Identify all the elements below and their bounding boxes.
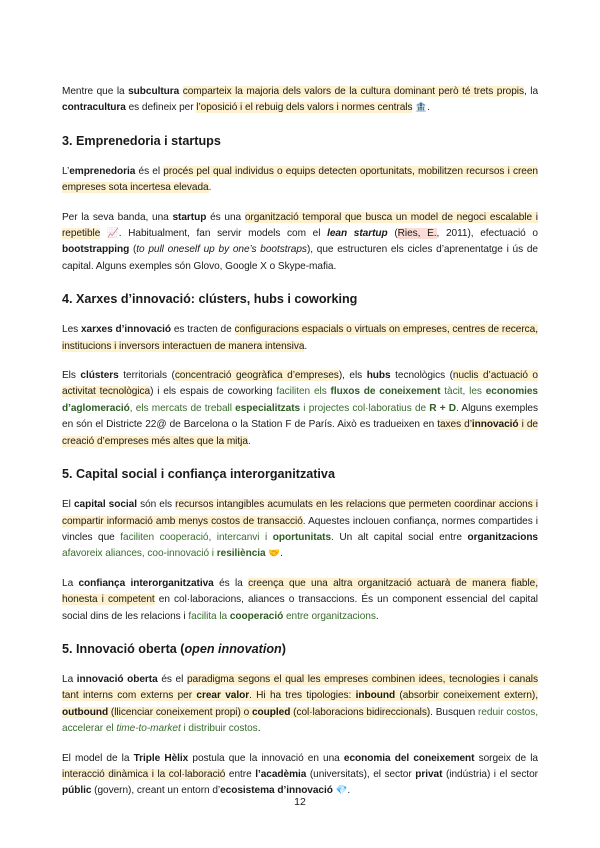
text: La <box>62 577 79 589</box>
term-crear-valor: crear valor <box>196 690 250 702</box>
text: entre <box>225 768 256 780</box>
highlight-definition: organització temporal que busca un model de negoci escalable i repetible <box>62 211 538 240</box>
highlight-definition: comparteix la majoria dels valors de la cultura dominant però té trets propis <box>182 86 524 97</box>
text: . Habitualment, fan servir models com el <box>118 228 328 240</box>
heading-italic: open innovation <box>184 641 282 656</box>
text: , 2011), efectuació o <box>436 228 538 240</box>
text: es tracten de <box>171 324 235 336</box>
paragraph-confianca <box>62 576 538 625</box>
text: Les <box>62 324 81 336</box>
term-confianca: confiança interorganitzativa <box>78 577 214 589</box>
text: . <box>280 548 283 560</box>
term-coupled: coupled <box>251 706 291 718</box>
text: . <box>427 102 430 114</box>
text: postula que la innovació en una <box>188 752 344 764</box>
term-inbound: inbound <box>355 690 396 702</box>
term-contracultura: contracultura <box>62 102 126 114</box>
text: . <box>347 785 351 797</box>
green-text: tàcit <box>440 386 463 398</box>
green-text: , els mercats de treball <box>129 402 236 414</box>
text: La <box>62 673 77 685</box>
highlight-definition: recursos intangibles acumulats en les relacions que permeten coordinar accions i compartir informació amb menys costos de transacció <box>62 499 539 527</box>
text: , la <box>523 86 539 97</box>
term-fluxos: fluxos de coneixement <box>330 386 441 398</box>
text: ( <box>387 228 398 240</box>
highlight-definition: concentració geogràfica d’empreses <box>174 370 339 382</box>
highlight-definition: nuclis d’actuació o activitat tecnològica <box>62 370 538 398</box>
text: Per la seva banda, una <box>62 211 173 223</box>
text: . Busquen <box>430 706 479 718</box>
section-heading-5a: 5. Capital social i confiança interorganitzativa <box>62 467 335 482</box>
text: . <box>304 340 308 352</box>
text: és el <box>135 165 164 177</box>
green-text: faciliten els <box>276 386 331 398</box>
paragraph-capital-social <box>62 497 538 563</box>
page-number: 12 <box>294 796 306 808</box>
text: és una <box>206 211 245 223</box>
term-oportunitats: oportunitats <box>272 531 332 543</box>
term-innovacio-oberta: innovació oberta <box>76 673 158 685</box>
term-clusters: clústers <box>80 370 119 382</box>
text: . <box>208 182 212 194</box>
term-hubs: hubs <box>366 370 391 382</box>
highlight-definition: (absorbir coneixement extern), <box>395 690 538 702</box>
text: . <box>257 723 261 735</box>
green-text: afavoreix aliances, coo-innovació i <box>62 548 217 560</box>
text: (indústria) i el sector <box>442 768 538 780</box>
text: El <box>62 499 74 511</box>
paragraph-xarxes <box>62 322 538 355</box>
text: (universitats), el sector <box>306 768 416 780</box>
highlight-definition: interacció dinàmica i la col·laboració <box>62 768 226 780</box>
text: és la <box>213 577 249 589</box>
text: Mentre que la <box>62 86 129 97</box>
green-text: facilita la <box>188 610 230 622</box>
text: es defineix per <box>125 102 197 114</box>
green-text: reduir costos, accelerar el <box>62 706 538 735</box>
term-organitzacions: organitzacions <box>467 531 538 543</box>
section-heading-3: 3. Emprenedoria i startups <box>62 133 221 148</box>
term-economies: economies d’aglomeració <box>62 386 538 414</box>
paragraph-emprenedoria <box>62 164 538 197</box>
text: El model de la <box>62 752 134 764</box>
green-text: entre organitzacions <box>283 610 376 622</box>
chart-icon: 📈 <box>106 228 119 240</box>
highlight-definition: taxes d’ <box>437 419 472 431</box>
paragraph-subcultura <box>62 84 538 117</box>
diamond-icon: 💎 <box>335 785 348 797</box>
text: . <box>247 435 251 447</box>
term-subcultura: subcultura <box>128 86 180 97</box>
term-resiliencia: resiliència <box>216 548 266 560</box>
italic-phrase: to pull oneself up by one’s bootstraps <box>136 244 307 256</box>
text: és el <box>157 673 187 685</box>
text: territorials ( <box>118 370 175 382</box>
text: . <box>375 610 379 622</box>
text: . Alguns exemples en són el Districte 22@ de Barcelona o la Station F de París. Això es tradueixen en <box>62 402 538 431</box>
term-cooperacio: cooperació <box>229 610 284 622</box>
citation-highlight: Ries, E. <box>397 228 437 240</box>
section-heading-5b <box>62 641 538 657</box>
term-academia: l’acadèmia <box>255 768 307 780</box>
term-outbound: outbound <box>62 706 109 718</box>
text: Els <box>62 370 81 382</box>
term-economia-coneixement: economia del coneixement <box>343 752 475 764</box>
term-triple-helix: Triple Hèlix <box>133 752 189 764</box>
highlight-definition: configuracions espacials o virtuals on empreses, centres de recerca, institucions i inversors interactuen de manera intensiva <box>62 324 538 352</box>
handshake-icon: 🤝 <box>268 548 281 560</box>
text: . Aquestes inclouen confiança, normes compartides i vincles que <box>62 515 538 543</box>
text: ), que estructuren els cicles d’aprenentatge i ús de capital. Alguns exemples són Glovo, Google X o Skype-mafia. <box>62 244 538 272</box>
page-body <box>62 84 538 813</box>
text: sorgeix de la <box>474 752 538 764</box>
term-startup: startup <box>172 211 207 223</box>
term-capital-social: capital social <box>73 499 137 511</box>
heading-text: ) <box>281 641 286 656</box>
heading-text: 5. Innovació oberta ( <box>62 641 185 656</box>
highlight-definition: procés pel qual individus o equips detecten oportunitats, mobilitzen recursos i creen empreses sota incertesa elevada <box>62 165 538 194</box>
term-emprenedoria: emprenedoria <box>69 165 136 177</box>
green-text: i distribuir costos <box>180 723 258 735</box>
highlight-definition: creença que una altra organització actuarà de manera fiable, honesta i competent <box>62 577 538 606</box>
paragraph-startup <box>62 210 538 276</box>
green-italic: time-to-market <box>116 723 181 735</box>
term-lean-startup: lean startup <box>327 228 388 240</box>
bank-icon: 🏦 <box>415 102 428 114</box>
term-bootstrapping: bootstrapping <box>62 244 130 256</box>
text: . Un alt capital social entre <box>331 531 468 543</box>
highlight-definition: paradigma segons el qual les empreses combinen idees, tecnologies i canals tant interns com externs per <box>62 673 538 702</box>
text: L’ <box>62 165 70 177</box>
text: tecnològics ( <box>390 370 453 382</box>
paragraph-triple-helix <box>62 751 538 800</box>
term-ecosistema: ecosistema d’innovació <box>220 785 333 797</box>
highlight-definition: . Hi ha tres tipologies: <box>249 690 356 702</box>
highlight-definition: i de creació d’empreses més altes que la mitja <box>62 419 538 447</box>
highlight-definition: l’oposició i el rebuig dels valors i normes centrals <box>196 102 413 114</box>
text: (govern), creant un entorn d’ <box>91 785 221 797</box>
term-privat: privat <box>415 768 443 780</box>
green-text: , les <box>462 386 486 398</box>
section-heading-4: 4. Xarxes d’innovació: clústers, hubs i coworking <box>62 292 358 307</box>
paragraph-innovacio-oberta <box>62 672 538 738</box>
term-xarxes: xarxes d’innovació <box>80 324 172 336</box>
green-text: i projectes col·laboratius de <box>300 402 430 414</box>
term-innovacio: innovació <box>471 419 519 431</box>
highlight-definition: (col·laboracions bidireccionals) <box>290 706 431 718</box>
text: ( <box>129 244 137 256</box>
highlight-definition: (llicenciar coneixement propi) o <box>108 706 252 718</box>
green-text: faciliten cooperació, intercanvi i <box>120 531 273 543</box>
text: ) i els espais de coworking <box>150 386 277 398</box>
paragraph-clusters <box>62 368 538 450</box>
text: són els <box>137 499 176 511</box>
text: ), els <box>338 370 367 382</box>
term-public: públic <box>62 785 92 797</box>
term-especialitzats: especialitzats <box>235 402 301 414</box>
text: en col·laboracions, aliances o transaccions. És un component essencial del capital social dins de les relacions i <box>62 594 538 622</box>
term-rd: R + D <box>429 402 457 414</box>
